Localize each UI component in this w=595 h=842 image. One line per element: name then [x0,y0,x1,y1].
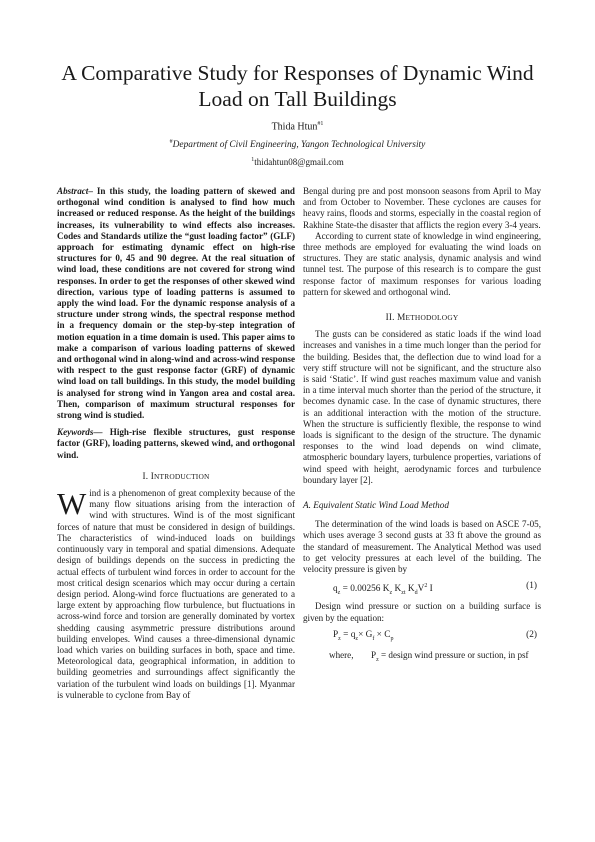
affiliation-sup: # [169,139,173,145]
affiliation: Department of Civil Engineering, Yangon Technological University [172,140,426,151]
methodology-paragraph: The gusts can be considered as static loads if the wind load increases and vanishes in a time much longer than the period for the building. Besides that, the deflection due to wind load for a very stiff structure will not be significant, and the structure also is said ‘Static’. If wind gust reaches maximum value and vanish in a time interval much shorter than the period of the structure, it becomes dynamic case. In the case of dynamic structures, there is an additional interaction with the motion of the structure. When the structure is sufficiently flexible, the response to wind loads is significant to the design of the structure. The dynamic responses to the wind load depends on wind climate, atmospheric boundary layers, turbulence properties, variations of wind speed with height, aerodynamic forces and turbulence boundary layer [2]. [303,329,541,485]
email-line [0,157,595,167]
equation-1-formula: $q_z = 0.00256$ $K_z$ $K_{zt}$ $K_dV^2$ I [333,583,433,597]
keywords-lead: Keywords [57,427,94,438]
intro-paragraph-2: According to current state of knowledge in wind engineering, three methods are employed for evaluating the wind loads on structures. They are static analysis, dynamic analysis and wind tunnel test. The purpose of this research is to compare the gust response factor of maximum responses for various loading pattern for skewed and orthogonal wind. [303,230,541,297]
abstract-lead: Abstract [57,186,89,196]
affiliation-line [0,139,595,150]
section-heading-introduction: I. INTRODUCTION [142,470,210,481]
abstract-text: – In this study, the loading pattern of skewed and orthogonal wind condition is analysed to find how much increased or reduced response. As the height of the buildings increases, its vulnerability to wind effects also increases. Codes and Standards utilize the “gust loading factor” (GLF) approach for estimating dynamic effect on high-rise structures for 0, 45 and 90 degree. At the real situation of wind load, these conditions are not covered for strong wind responses. In order to get the responses of other skewed wind direction, various type of loading patterns is assumed to apply the wind load. For the dynamic response analysis of a structure under strong winds, the spectral response method in a frequency domain or the step-by-step integration of motion equation in a time domain is used. This paper aims to make a comparison of various loading patterns of skewed and orthogonal wind in along-wind and across-wind response with respect to the gust response factor (GRF) of dynamic wind load on tall buildings. In this study, the model building is analysed for strong wind in Yangon area and costal area. Then, comparison of maximum structural responses for strong wind is studied. [57,186,295,421]
equation-1 [303,581,541,595]
equation-2 [303,630,541,644]
subsection-a-paragraph-2: Design wind pressure or suction on a building surface is given by the equation: [303,601,541,623]
paper-title: A Comparative Study for Responses of Dynamic Wind Load on Tall Buildings [61,61,534,111]
intro-paragraph [57,488,295,701]
abstract-paragraph [57,186,295,421]
equation-1-number: (1) [526,581,537,592]
where-label: where, [329,649,354,660]
section-heading-methodology: II. METHODOLOGY [385,312,459,323]
email-sup: 1 [251,157,255,163]
author-line [0,121,595,132]
subsection-heading-a: A. Equivalent Static Wind Load Method [303,500,449,511]
keywords-paragraph [57,427,295,461]
email: thidahtun08@gmail.com [254,157,344,167]
intro-continued-paragraph: Bengal during pre and post monsoon seasons from April to May and from October to November. These cyclones are causes for heavy rains, floods and storms, especially in the coastal region of Rakhine State-the disaster that afflicts the region every 3-4 years. [303,186,541,230]
intro-text: ind is a phenomenon of great complexity because of the many flow situations arising from the interaction of wind with structures. Wind is of the most significant forces of nature that must be considered in design of buildings. The characteristics of wind-induced loads on buildings continuously vary in temporal and spatial dimensions. Adequate design of buildings depends on the success in predicting the actual effects of turbulent wind forces in order to account for the most critical design scenarios which may occur during a certain design period. Along-wind force fluctuations are generated to a large extent by approaching flow turbulence, but fluctuations in across-wind force and torsion are generally dominated by vortex shedding causing asymmetric pressure distributions around building envelopes. Wind causes a three-dimensional dynamic load which varies on building surfaces in both, space and time. Meteorological data, geographical information, in addition to building geometries and surroundings affect significantly the variation of the turbulent wind loads on buildings [1]. Myanmar is vulnerable to cyclone from Bay of [57,488,295,700]
keywords-text: — High-rise flexible structures, gust response factor (GRF), loading patterns, skewed wind, and orthogonal wind. [57,427,295,460]
left-column [57,186,295,701]
author-sup: #1 [317,121,324,127]
where-clause [303,650,541,662]
right-column [303,186,541,662]
equation-2-formula: $P_z = q_z\times G_f \times C_p$ [333,629,394,642]
equation-2-number: (2) [526,629,537,640]
where-definition: $P_z$ = design wind pressure or suction, in psf [371,649,529,663]
author-name: Thida Htun [271,121,318,133]
subsection-a-paragraph: The determination of the wind loads is based on ASCE 7-05, which uses average 3 second gusts at 33 ft above the ground as the standard of measurement. The Analytical Method was used to get velocity pressures at each level of the building. The velocity pressure is given by [303,519,541,575]
drop-cap: W [57,486,87,522]
